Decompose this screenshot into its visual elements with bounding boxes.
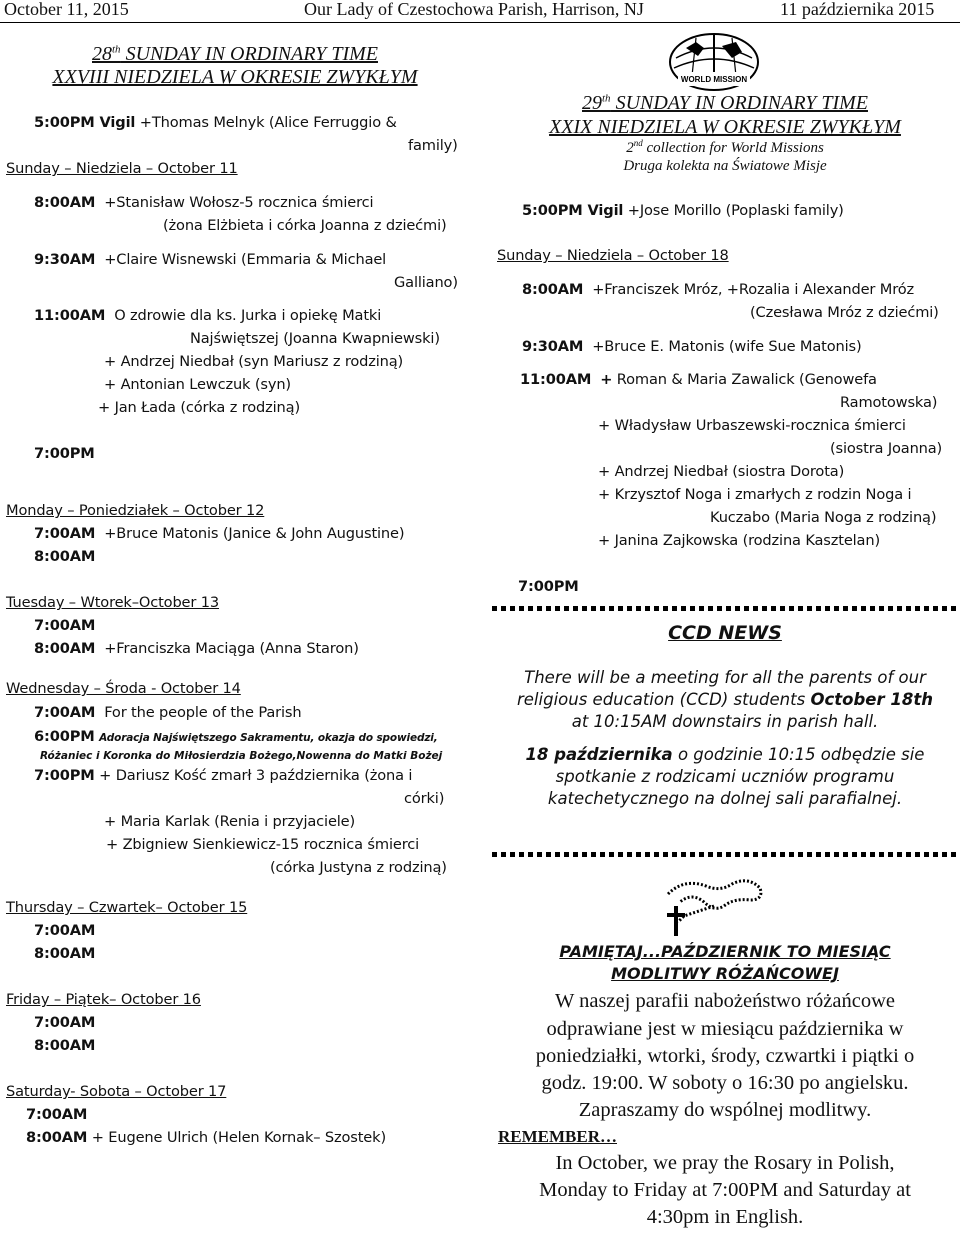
left-title-1: 28th SUNDAY IN ORDINARY TIME (92, 43, 378, 65)
left-wed-700pm-e: (córka Justyna z rodziną) (270, 859, 447, 876)
left-sunday-heading: Sunday – Niedziela – October 11 (6, 160, 238, 177)
header-parish: Our Lady of Czestochowa Parish, Harrison, NJ (304, 0, 644, 19)
left-wed-700pm-c: + Maria Karlak (Renia i przyjaciele) (104, 813, 356, 830)
left-sun-1100-e: + Jan Łada (córka z rodziną) (98, 399, 300, 416)
right-sun-700pm: 7:00PM (518, 578, 579, 595)
ccd-en-line1: There will be a meeting for all the parents of our (524, 668, 926, 687)
right-sun-800: 8:00AM +Franciszek Mróz, +Rozalia i Alexander Mróz (522, 281, 915, 298)
ccd-pl-line3: katechetycznego na dolnej sali parafialnej. (547, 789, 903, 808)
left-sun-930: 9:30AM +Claire Wisnewski (Emmaria & Michael (34, 251, 387, 268)
right-sunday-heading: Sunday – Niedziela – October 18 (497, 247, 729, 264)
right-sun-1100: 11:00AM + Roman & Maria Zawalick (Genowefa (520, 371, 877, 388)
left-fri-700: 7:00AM (34, 1014, 96, 1031)
world-mission-logo-text: WORLD MISSION (680, 75, 748, 84)
left-sun-700pm: 7:00PM (34, 445, 95, 462)
left-saturday-heading: Saturday- Sobota – October 17 (6, 1083, 227, 1100)
ccd-pl-line1: 18 października o godzinie 10:15 odbędzie sie (525, 745, 925, 764)
right-sun-1100-e: + Andrzej Niedbał (siostra Dorota) (598, 463, 845, 480)
left-tue-700: 7:00AM (34, 617, 96, 634)
header-rule (0, 22, 960, 23)
rosary-pl-3: poniedziałki, wtorki, środy, czwartki i piątki o (535, 1045, 915, 1067)
right-sun-1100-b: Ramotowska) (840, 394, 938, 411)
left-sun-1100: 11:00AM O zdrowie dla ks. Jurka i opiekę Matki (34, 307, 382, 324)
rosary-en-3: 4:30pm in English. (646, 1206, 804, 1228)
ccd-pl-line2: spotkanie z rodzicami uczniów programu (555, 767, 895, 786)
rosary-pl-1: W naszej parafii nabożeństwo różańcowe (555, 990, 895, 1012)
rosary-en-2: Monday to Friday at 7:00PM and Saturday at (539, 1179, 911, 1201)
left-vigil: 5:00PM Vigil +Thomas Melnyk (Alice Ferruggio & (34, 114, 397, 131)
world-mission-logo (656, 28, 772, 92)
left-sat-700: 7:00AM (26, 1106, 88, 1123)
left-friday-heading: Friday – Piątek– October 16 (6, 991, 201, 1008)
left-wed-700pm: 7:00PM + Dariusz Kość zmarł 3 października (żona i (34, 767, 413, 784)
ccd-en-line3: at 10:15AM downstairs in parish hall. (571, 712, 879, 731)
rosary-icon (654, 876, 774, 940)
left-sun-1100-c: + Andrzej Niedbał (syn Mariusz z rodziną) (104, 353, 404, 370)
page-header (0, 0, 960, 22)
left-sun-930-cont: Galliano) (394, 274, 458, 291)
right-sun-1100-d: (siostra Joanna) (830, 440, 943, 457)
left-mon-800: 8:00AM (34, 548, 96, 565)
rosary-en-1: In October, we pray the Rosary in Polish, (555, 1152, 895, 1174)
left-wed-600-cont: Różaniec i Koronka do Miłosierdzia Bożego,Nowenna do Matki Bożej (40, 750, 443, 762)
left-wed-700: 7:00AM For the people of the Parish (34, 704, 302, 721)
left-monday-heading: Monday – Poniedziałek – October 12 (6, 502, 265, 519)
rosary-heading-2: MODLITWY RÓŻAŃCOWEJ (611, 964, 839, 983)
left-sun-1100-d: + Antonian Lewczuk (syn) (104, 376, 291, 393)
rosary-heading-1: PAMIĘTAJ...PAŹDZIERNIK TO MIESIĄC (559, 942, 891, 961)
remember-label: REMEMBER… (498, 1127, 617, 1146)
rosary-pl-2: odprawiane jest w miesiącu października w (546, 1018, 904, 1040)
ccd-en-line2: religious education (CCD) students October 18th (517, 690, 933, 709)
right-sun-1100-h: + Janina Zajkowska (rodzina Kasztelan) (598, 532, 880, 549)
header-date-pl: 11 października 2015 (780, 0, 935, 19)
right-vigil: 5:00PM Vigil +Jose Morillo (Poplaski family) (522, 202, 844, 219)
left-sat-800: 8:00AM + Eugene Ulrich (Helen Kornak– Szostek) (26, 1129, 386, 1146)
header-date-en: October 11, 2015 (4, 0, 129, 19)
left-sun-1100-b: Najświętszej (Joanna Kwapniewski) (190, 330, 440, 347)
left-sun-800-cont: (żona Elżbieta i córka Joanna z dziećmi) (163, 217, 447, 234)
left-vigil-cont: family) (408, 137, 458, 154)
right-sun-1100-f: + Krzysztof Noga i zmarłych z rodzin Noga i (598, 486, 912, 503)
left-thu-700: 7:00AM (34, 922, 96, 939)
left-tuesday-heading: Tuesday – Wtorek–October 13 (6, 594, 219, 611)
right-title-2: XXIX NIEDZIELA W OKRESIE ZWYKŁYM (549, 116, 901, 138)
dotted-divider-top (492, 606, 956, 611)
left-tue-800: 8:00AM +Franciszka Maciąga (Anna Staron) (34, 640, 359, 657)
left-wed-600: 6:00PM Adoracja Najświętszego Sakramentu, okazja do spowiedzi, (34, 728, 438, 745)
right-sun-800-cont: (Czesława Mróz z dziećmi) (750, 304, 939, 321)
rosary-pl-4: godz. 19:00. W soboty o 16:30 po angielsku. (541, 1072, 909, 1094)
right-sun-1100-c: + Władysław Urbaszewski-rocznica śmierci (598, 417, 906, 434)
left-wednesday-heading: Wednesday – Środa - October 14 (6, 680, 241, 697)
rosary-pl-5: Zapraszamy do wspólnej modlitwy. (578, 1099, 872, 1121)
right-sun-1100-g: Kuczabo (Maria Noga z rodziną) (710, 509, 937, 526)
right-collection-pl: Druga kolekta na Światowe Misje (623, 158, 827, 174)
left-fri-800: 8:00AM (34, 1037, 96, 1054)
left-sun-800: 8:00AM +Stanisław Wołosz-5 rocznica śmierci (34, 194, 374, 211)
left-thu-800: 8:00AM (34, 945, 96, 962)
left-wed-700pm-b: córki) (404, 790, 445, 807)
left-thursday-heading: Thursday – Czwartek– October 15 (6, 899, 248, 916)
right-sun-930: 9:30AM +Bruce E. Matonis (wife Sue Matonis) (522, 338, 862, 355)
left-title-2: XXVIII NIEDZIELA W OKRESIE ZWYKŁYM (52, 66, 418, 88)
dotted-divider-bottom (492, 852, 956, 857)
left-mon-700: 7:00AM +Bruce Matonis (Janice & John Augustine) (34, 525, 405, 542)
right-collection-en: 2nd collection for World Missions (626, 138, 824, 156)
right-title-1: 29th SUNDAY IN ORDINARY TIME (582, 92, 868, 114)
ccd-news-title: CCD NEWS (668, 622, 782, 644)
left-wed-700pm-d: + Zbigniew Sienkiewicz-15 rocznica śmierci (106, 836, 419, 853)
